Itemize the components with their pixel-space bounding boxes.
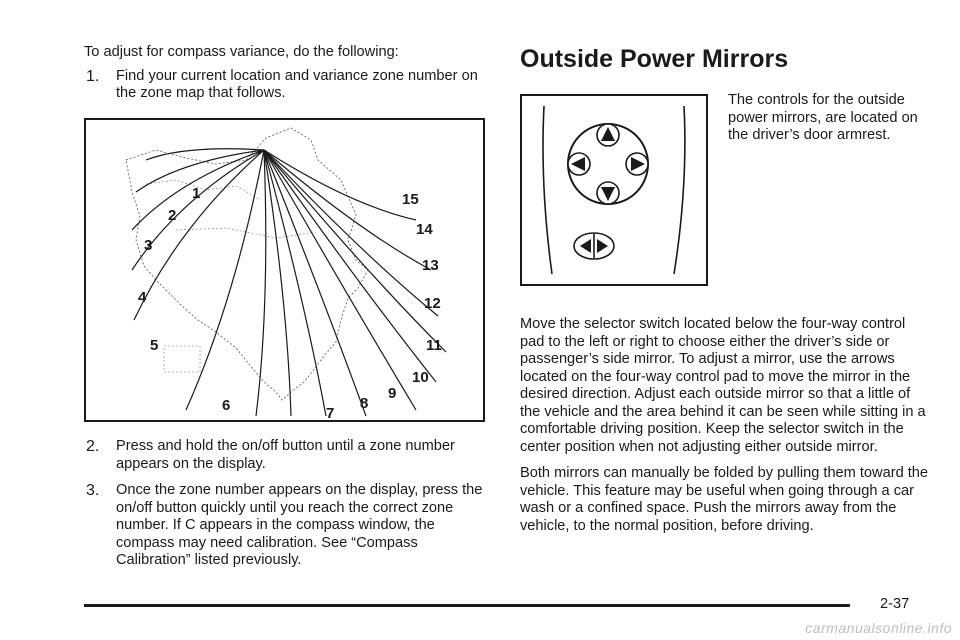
zone-label: 2 <box>168 207 177 224</box>
step-number: 3. <box>86 482 100 499</box>
left-column <box>84 44 494 103</box>
zone-label: 14 <box>416 221 433 238</box>
zone-label: 12 <box>424 295 441 312</box>
lower-steps <box>84 438 494 570</box>
arrow-right-icon[interactable] <box>626 153 648 175</box>
step-text: Find your current location and variance zone number on the zone map that follows. <box>116 67 478 101</box>
zone-label: 1 <box>192 185 201 202</box>
zone-boundary-line <box>264 150 446 352</box>
zone-boundary-line <box>264 150 438 316</box>
mirror-control-svg <box>522 96 706 284</box>
section-title: Outside Power Mirrors <box>520 45 789 73</box>
footer-rule <box>84 604 850 607</box>
arrow-down-icon[interactable] <box>597 182 619 204</box>
zone-label: 6 <box>222 397 231 414</box>
zone-label: 8 <box>360 395 369 412</box>
zone-lines <box>132 149 446 416</box>
mirror-paragraphs <box>520 316 930 535</box>
arrow-up-icon[interactable] <box>597 124 619 146</box>
zone-label: 15 <box>402 191 419 208</box>
step-1 <box>84 68 494 103</box>
zone-label: 13 <box>422 257 439 274</box>
zone-label: 5 <box>150 337 159 354</box>
four-way-control-pad[interactable] <box>568 124 648 204</box>
zone-boundary-line <box>256 150 266 416</box>
zone-boundary-line <box>264 150 369 416</box>
selector-switch[interactable] <box>574 233 614 259</box>
mirror-control-figure <box>520 94 708 286</box>
zone-label: 3 <box>144 237 153 254</box>
step-number: 2. <box>86 438 100 455</box>
arrow-left-icon[interactable] <box>568 153 590 175</box>
step-text: Once the zone number appears on the display, press the on/off button quickly until you reach the correct zone number. If C appears in the compass window, the compass may need calibration. See “Compass Calibration” listed previously. <box>116 482 483 568</box>
step-number: 1. <box>86 67 100 85</box>
paragraph-selector: Move the selector switch located below the four-way control pad to the left or right to choose either the driver’s side or passenger’s side mirror. To adjust a mirror, use the arrows located on the four-way control pad to move the mirror in the desired direction. Adjust each outside mirror so that a little of the vehicle and the area behind it can be seen while sitting in a comfortable driving position. Keep the selector switch in the center position when not adjusting either outside mirror. <box>520 316 926 455</box>
zone-label: 11 <box>426 337 442 354</box>
zone-boundary-line <box>146 149 264 160</box>
mirror-caption: The controls for the outside power mirrors, are located on the driver’s door armrest. <box>728 92 918 143</box>
zone-label: 10 <box>412 369 429 386</box>
zone-boundary-line <box>134 150 264 320</box>
step-text: Press and hold the on/off button until a zone number appears on the display. <box>116 438 455 472</box>
zone-boundary-line <box>264 150 416 220</box>
zone-boundary-line <box>264 150 431 270</box>
intro-text: To adjust for compass variance, do the following: <box>84 44 399 60</box>
zone-label: 4 <box>138 289 147 306</box>
paragraph-folding: Both mirrors can manually be folded by pulling them toward the vehicle. This feature may be useful when going through a car wash or a confined space. Push the mirrors away from the vehicle, to the normal position, before driving. <box>520 465 929 534</box>
zone-boundary-line <box>264 150 416 410</box>
zone-boundary-line <box>264 150 436 382</box>
watermark: carmanualsonline.info <box>805 620 952 636</box>
zone-label: 9 <box>388 385 397 402</box>
zone-map-figure <box>84 118 485 422</box>
zone-label: 7 <box>326 405 335 420</box>
page-number: 2-37 <box>880 596 910 612</box>
zone-map-svg <box>86 120 483 420</box>
step-2 <box>84 438 494 473</box>
step-3 <box>84 482 494 570</box>
continent-outline <box>126 128 368 400</box>
